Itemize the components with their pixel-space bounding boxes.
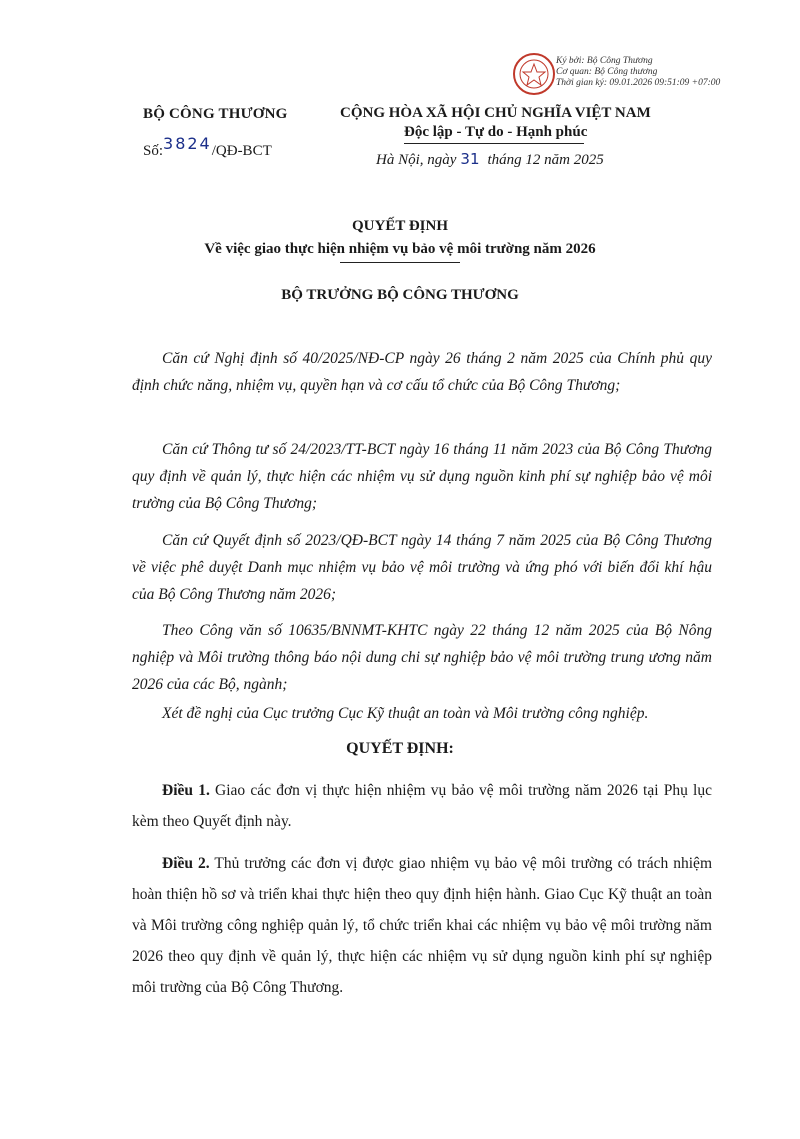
legal-basis-text: Theo Công văn số 10635/BNNMT-KHTC ngày 22 tháng 12 năm 2025 của Bộ Nông nghiệp và Môi trường thông báo nội dung chi sự nghiệp bảo vệ môi trường trung ương năm 2026 của các Bộ, ngành; [132,622,712,693]
legal-basis-text: Căn cứ Nghị định số 40/2025/NĐ-CP ngày 26 tháng 2 năm 2025 của Chính phủ quy định chức năng, nhiệm vụ, quyền hạn và cơ cấu tổ chức của Bộ Công Thương; [132,350,712,394]
place-date [376,150,604,169]
legal-basis-1 [132,345,712,399]
article-text: Giao các đơn vị thực hiện nhiệm vụ bảo vệ môi trường năm 2026 tại Phụ lục kèm theo Quyết định này. [132,782,712,830]
place-suffix: tháng 12 năm 2025 [487,152,604,168]
digital-seal-icon [512,52,556,96]
signature-time: Thời gian ký: 09.01.2026 09:51:09 +07:00 [556,78,721,88]
doc-number-prefix: Số: [143,143,164,159]
national-title: CỘNG HÒA XÃ HỘI CHỦ NGHĨA VIỆT NAM [340,105,651,121]
decision-heading: QUYẾT ĐỊNH: [346,740,454,757]
issuing-organization: BỘ CÔNG THƯƠNG [143,106,288,122]
article-2 [132,848,712,1003]
article-text: Thủ trưởng các đơn vị được giao nhiệm vụ bảo vệ môi trường có trách nhiệm hoàn thiện hồ sơ và triển khai thực hiện theo quy định hiện hành. Giao Cục Kỹ thuật an toàn và Môi trường công nghiệp quản lý, tổ chức triển khai các nhiệm vụ bảo vệ môi trường năm 2026 theo quy định về quản lý, thực hiện các nhiệm vụ sử dụng nguồn kinh phí sự nghiệp môi trường của Bộ Công Thương. [132,855,712,996]
signature-agency: Cơ quan: Bộ Công thương [556,67,658,77]
doc-number-handwritten: 3824 [163,134,212,153]
legal-basis-2 [132,436,712,517]
legal-basis-5 [132,700,712,727]
subject-underline [340,262,460,263]
motto-underline [404,143,584,144]
legal-basis-3 [132,527,712,608]
article-label: Điều 1. [162,782,210,799]
day-handwritten: 31 [460,150,480,168]
legal-basis-text: Căn cứ Thông tư số 24/2023/TT-BCT ngày 16 tháng 11 năm 2023 của Bộ Công Thương quy định về quản lý, thực hiện các nhiệm vụ sử dụng nguồn kinh phí sự nghiệp bảo vệ môi trường của Bộ Công Thương; [132,441,712,512]
legal-basis-text: Căn cứ Quyết định số 2023/QĐ-BCT ngày 14 tháng 7 năm 2025 của Bộ Công Thương về việc phê duyệt Danh mục nhiệm vụ bảo vệ môi trường và ứng phó với biến đổi khí hậu của Bộ Công Thương năm 2026; [132,532,712,603]
document-type: QUYẾT ĐỊNH [352,218,448,234]
article-label: Điều 2. [162,855,210,872]
place-prefix: Hà Nội, ngày [376,152,457,168]
legal-basis-text: Xét đề nghị của Cục trưởng Cục Kỹ thuật an toàn và Môi trường công nghiệp. [162,705,649,722]
article-1 [132,775,712,837]
signature-signer: Ký bởi: Bộ Công Thương [556,56,653,66]
doc-number-suffix: /QĐ-BCT [211,143,272,159]
national-motto: Độc lập - Tự do - Hạnh phúc [404,124,588,140]
issuer-title: BỘ TRƯỞNG BỘ CÔNG THƯƠNG [281,287,519,303]
document-number [143,134,272,160]
signature-info [556,56,720,89]
legal-basis-4 [132,617,712,698]
document-subject: Về việc giao thực hiện nhiệm vụ bảo vệ môi trường năm 2026 [204,241,596,257]
